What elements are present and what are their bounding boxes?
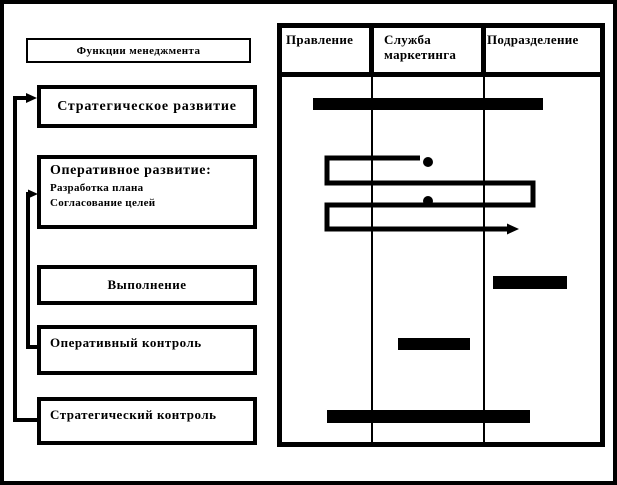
box-label: Выполнение xyxy=(107,277,187,292)
box-label: Оперативный контроль xyxy=(50,335,202,350)
column-line-2 xyxy=(483,77,485,443)
header-bottom-border xyxy=(277,72,605,77)
box-label: Стратегический контроль xyxy=(50,407,217,422)
involvement-bar-strategic-control xyxy=(327,410,530,423)
feedback-line-operational xyxy=(28,194,37,347)
box-subline: Согласование целей xyxy=(50,197,156,209)
header-divider-2 xyxy=(481,23,486,77)
column-header-board: Правление xyxy=(286,32,354,47)
involvement-bar-strategic-development xyxy=(313,98,543,110)
box-execution xyxy=(37,265,257,305)
box-label: Стратегическое развитие xyxy=(57,98,237,114)
box-operational-development xyxy=(37,155,257,229)
legend-title-box xyxy=(26,38,251,63)
responsibility-matrix-frame xyxy=(277,23,605,447)
box-strategic-development xyxy=(37,85,257,128)
involvement-bar-execution xyxy=(493,276,567,289)
header-divider-1 xyxy=(369,23,374,77)
box-operational-control xyxy=(37,325,257,375)
involvement-bar-operational-control xyxy=(398,338,470,350)
column-header-marketing-service: Служба маркетинга xyxy=(384,32,457,62)
box-subline: Разработка плана xyxy=(50,182,144,194)
legend-title: Функции менеджмента xyxy=(76,44,201,57)
box-strategic-control xyxy=(37,397,257,445)
column-line-1 xyxy=(371,77,373,443)
box-label: Оперативное развитие: xyxy=(50,163,212,178)
feedback-line-strategic xyxy=(15,98,37,420)
column-header-division: Подразделение xyxy=(487,32,579,47)
arrowhead-strategic xyxy=(26,93,37,103)
